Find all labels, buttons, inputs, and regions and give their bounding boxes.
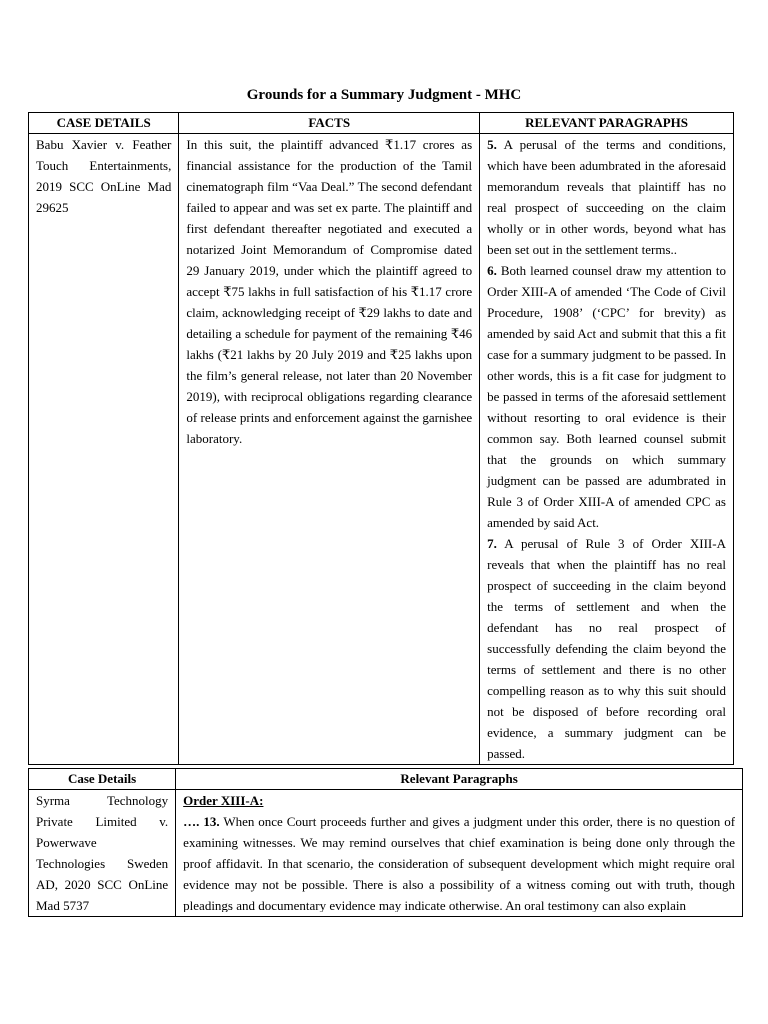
paragraph-number: …. 13. bbox=[183, 814, 220, 829]
paragraph-text: Both learned counsel draw my attention to Order XIII-A of amended ‘The Code of Civil Procedure, 1908’ (‘CPC’ for brevity) as amended by said Act and submit that this a fit case for a summary judgment to be passed. In other words, this is a fit case for judgment to be passed in terms of the aforesaid settlement without resorting to oral evidence is their common say. Both learned counsel submit that the grounds on which summary judgment can be passed are adumbrated in Rule 3 of Order XIII-A of amended CPC as amended by said Act. bbox=[487, 263, 726, 530]
case-details-cell: Syrma Technology Private Limited v. Powerwave Technologies Sweden AD, 2020 SCC OnLine Mad 5737 bbox=[29, 790, 176, 917]
header-relevant-paragraphs: Relevant Paragraphs bbox=[176, 769, 743, 790]
paragraph-text: A perusal of Rule 3 of Order XIII-A reveals that when the plaintiff has no real prospect of succeeding in the claim beyond the terms of settlement and when the defendant has no real prospect of successfully defending the claim beyond the terms of settlement and there is no other compelling reason as to why this suit should not be disposed of before recording oral evidence, a summary judgment can be passed. bbox=[487, 536, 726, 761]
paragraph-text: A perusal of the terms and conditions, which have been adumbrated in the aforesaid memorandum reveals that plaintiff has no real prospect of succeeding on the claim wholly or in other words, beyond what has been set out in the settlement terms.. bbox=[487, 137, 726, 257]
table-row bbox=[29, 790, 743, 917]
paragraph-content bbox=[183, 790, 735, 912]
page-title: Grounds for a Summary Judgment - MHC bbox=[246, 87, 522, 103]
table-header-row bbox=[29, 769, 743, 790]
header-facts: FACTS bbox=[179, 113, 480, 134]
paragraph-6 bbox=[487, 260, 726, 533]
case-details-cell: Babu Xavier v. Feather Touch Entertainments, 2019 SCC OnLine Mad 29625 bbox=[29, 134, 179, 765]
header-relevant-paragraphs: RELEVANT PARAGRAPHS bbox=[480, 113, 734, 134]
relevant-paragraphs-cell bbox=[176, 790, 743, 917]
relevant-paragraphs-cell bbox=[480, 134, 734, 765]
facts-cell: In this suit, the plaintiff advanced ₹1.17 crores as financial assistance for the production of the Tamil cinematograph film “Vaa Deal.” The second defendant failed to appear and was set ex parte. The plaintiff and first defendant thereafter negotiated and executed a notarized Joint Memorandum of Compromise dated 29 January 2019, under which the plaintiff agreed to accept ₹75 lakhs in full satisfaction of his ₹1.17 crore claim, acknowledging receipt of ₹29 lakhs to date and detailing a schedule for payment of the remaining ₹46 lakhs (₹21 lakhs by 20 July 2019 and ₹25 lakhs upon the film’s general release, not later than 20 November 2019), with reciprocal obligations regarding clearance of release prints and enforcement against the garnishee laboratory. bbox=[179, 134, 480, 765]
paragraph-number: 5. bbox=[487, 137, 497, 152]
paragraph-13 bbox=[183, 811, 735, 912]
summary-judgment-table bbox=[28, 112, 734, 765]
paragraph-number: 6. bbox=[487, 263, 497, 278]
order-heading: Order XIII-A: bbox=[183, 793, 264, 808]
table-header-row bbox=[29, 113, 734, 134]
paragraph-7 bbox=[487, 533, 726, 764]
paragraph-5 bbox=[487, 134, 726, 260]
header-case-details: CASE DETAILS bbox=[29, 113, 179, 134]
table-row bbox=[29, 134, 734, 765]
paragraph-text: When once Court proceeds further and gives a judgment under this order, there is no question of examining witnesses. We may remind ourselves that chief examination is being done only through the proof affidavit. In that scenario, the consideration of subsequent development which might require oral evidence may not be possible. There is also a possibility of a witness coming out with truth, though pleadings and documentary evidence may indicate otherwise. An oral testimony can also explain bbox=[183, 814, 735, 912]
paragraph-number: 7. bbox=[487, 536, 497, 551]
header-case-details: Case Details bbox=[29, 769, 176, 790]
order-xiii-a-table bbox=[28, 768, 743, 917]
